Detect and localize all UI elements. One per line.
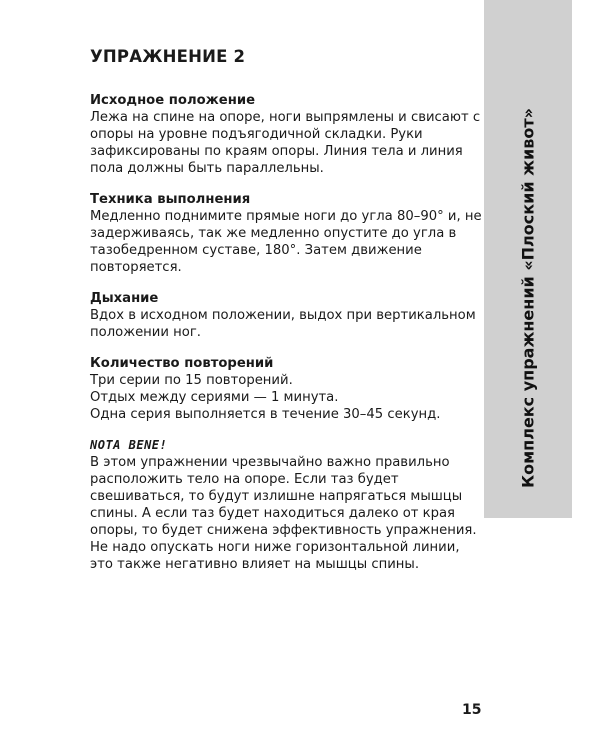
section-text: Медленно поднимите прямые ноги до угла 80–90° и, не задерживаясь, так же медленно опустите до угла в тазобедренном суставе, 180°. Затем движение повторяется. <box>90 209 482 275</box>
nota-bene-paragraph: В этом упражнении чрезвычайно важно правильно расположить тело на опоре. Если таз будет свешиваться, то будут излишне напрягаться мышцы спины. А если таз будет находиться далеко от края опоры, то будет снижена эффективность упражнения. <box>90 455 477 538</box>
section-heading: Техника выполнения <box>90 192 251 207</box>
duration-line: Одна серия выполняется в течение 30–45 секунд. <box>90 407 441 422</box>
section-starting-position <box>90 92 485 177</box>
section-text: Лежа на спине на опоре, ноги выпрямлены и свисают с опоры на уровне подъягодичной складки. Руки зафиксированы по краям опоры. Линия тела и линия пола должны быть параллельны. <box>90 110 481 176</box>
section-heading: Исходное положение <box>90 93 256 108</box>
section-text: Вдох в исходном положении, выдох при вертикальном положении ног. <box>90 308 476 340</box>
page-content <box>90 47 485 587</box>
rest-line: Отдых между сериями — 1 минута. <box>90 390 339 405</box>
repetitions-line: Три серии по 15 повторений. <box>90 373 293 388</box>
section-heading: Количество повторений <box>90 356 274 371</box>
nota-bene-paragraph: Не надо опускать ноги ниже горизонтальной линии, это также негативно влияет на мышцы спины. <box>90 540 460 572</box>
page-number: 15 <box>462 702 482 718</box>
exercise-title: УПРАЖНЕНИЕ 2 <box>90 47 246 66</box>
nota-bene-block <box>90 437 485 573</box>
section-technique <box>90 191 485 276</box>
section-heading: Дыхание <box>90 291 159 306</box>
section-breathing <box>90 290 485 341</box>
nota-bene-label: NOTA BENE! <box>90 438 168 452</box>
side-tab-title: Комплекс упражнений «Плоский живот» <box>518 108 538 488</box>
section-repetitions <box>90 355 485 423</box>
